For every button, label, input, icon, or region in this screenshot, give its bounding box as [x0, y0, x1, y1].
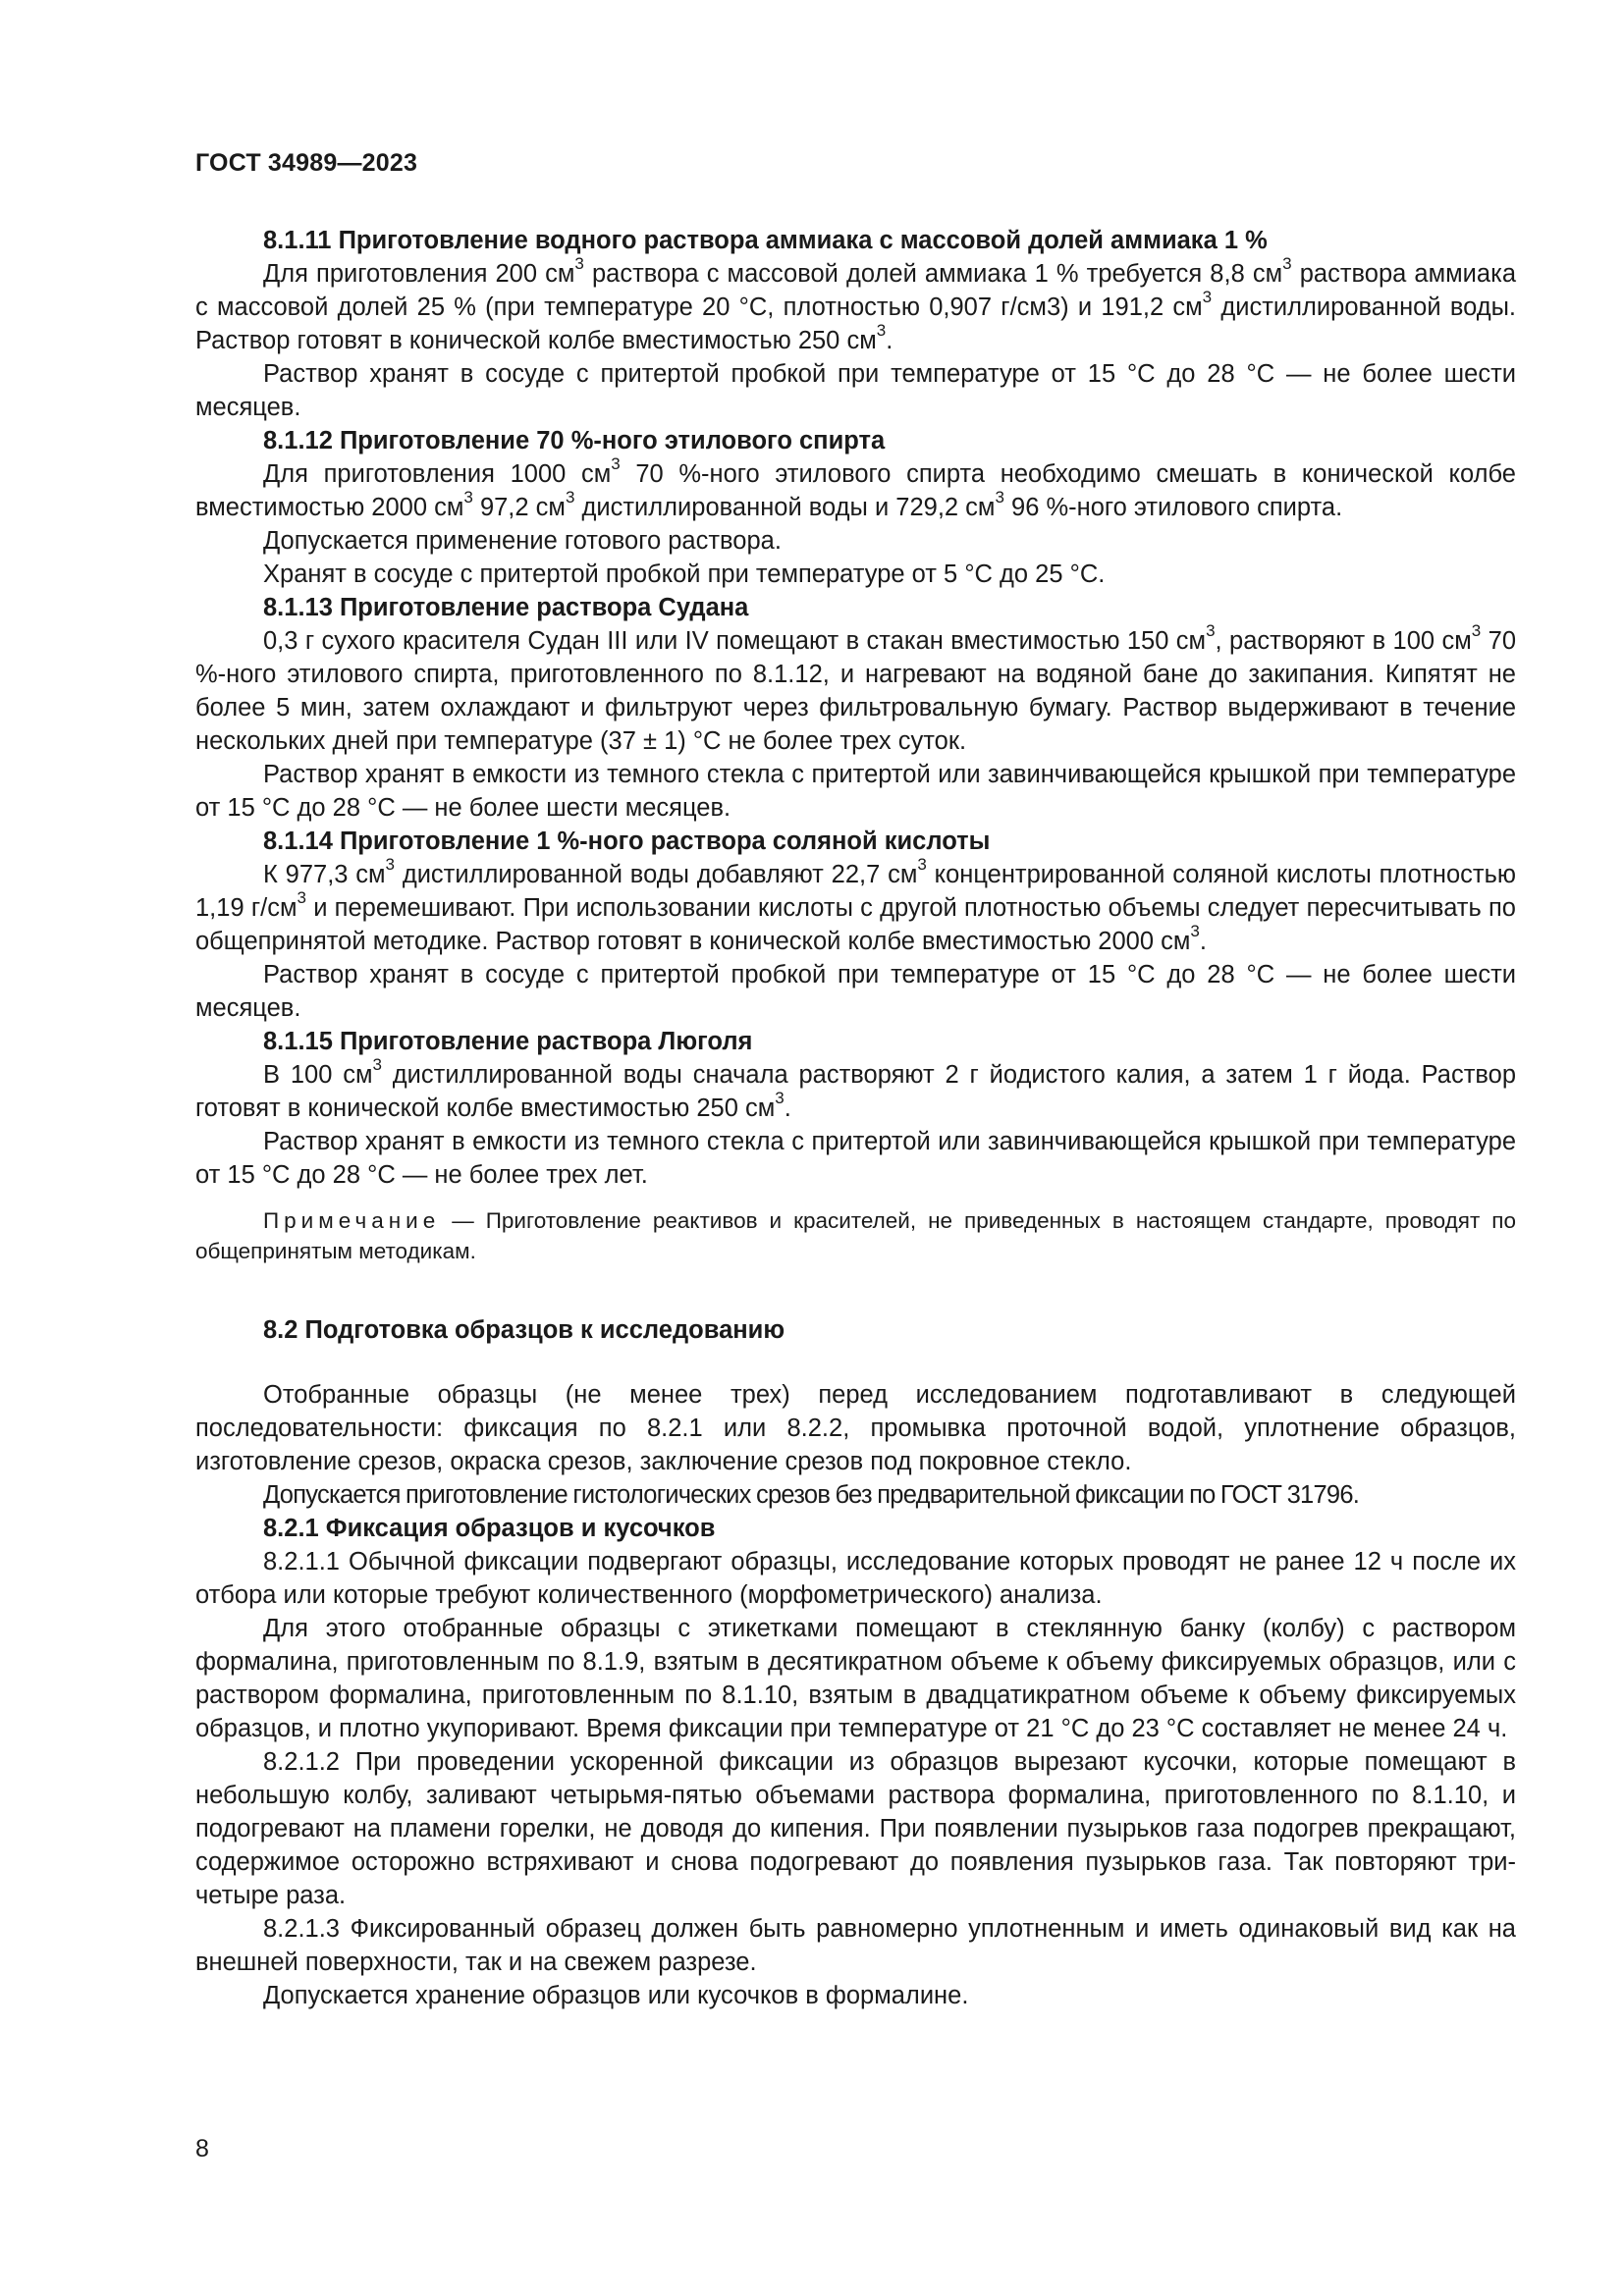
text-run: дистиллированной воды. Раствор готовят в конической колбе вместимостью 250 см — [195, 294, 1516, 354]
note-text: — Приготовление реактивов и красителей, не приведенных в настоящем стандарте, проводят по общепринятым методикам. — [195, 1208, 1516, 1263]
heading-8-1-13: 8.1.13 Приготовление раствора Судана — [263, 594, 749, 621]
document-header: ГОСТ 34989—2023 — [195, 149, 418, 177]
superscript: 3 — [1190, 921, 1200, 940]
text-run: концентрированной соляной кислоты плотностью 1,19 г/см — [195, 861, 1516, 922]
text-run: раствора аммиака с массовой долей 25 % (при температуре 20 °С, плотностью 0,907 г/см3) и 191,2 см — [195, 260, 1516, 321]
text-run: 97,2 см — [472, 494, 566, 521]
paragraph-8-2-sequence: Отобранные образцы (не менее трех) перед исследованием подготавливают в следующей последовательности: фиксация по 8.2.1 или 8.2.2, промывка проточной водой, уплотнение образцов, изготовление срезов, окраска срезов, заключение срезов под покровное стекло. — [195, 1381, 1516, 1475]
text-run: 0,3 г сухого красителя Судан III или IV помещают в стакан вместимостью 150 см — [263, 627, 1207, 655]
superscript: 3 — [574, 253, 584, 273]
superscript: 3 — [1202, 287, 1213, 306]
superscript: 3 — [297, 887, 306, 907]
superscript: 3 — [995, 487, 1004, 507]
superscript: 3 — [611, 454, 621, 473]
paragraph-8-1-11-storage: Раствор хранят в сосуде с притертой пробкой при температуре от 15 °С до 28 °С — не более шести месяцев. — [195, 360, 1516, 421]
heading-8-1-12: 8.1.12 Приготовление 70 %-ного этилового спирта — [263, 427, 886, 454]
text-run: В 100 см — [263, 1061, 373, 1089]
text-run: дистиллированной воды сначала растворяют 2 г йодистого калия, а затем 1 г йода. Раствор готовят в конической колбе вместимостью 250 см — [195, 1061, 1516, 1122]
superscript: 3 — [385, 854, 396, 874]
heading-8-1-11: 8.1.11 Приготовление водного раствора аммиака с массовой долей аммиака 1 % — [263, 227, 1268, 254]
superscript: 3 — [1282, 253, 1292, 273]
text-run: и перемешивают. При использовании кислоты с другой плотностью объемы следует пересчитывать по общепринятой методике. Раствор готовят в конической колбе вместимостью 2000 см — [195, 894, 1516, 955]
superscript: 3 — [372, 1054, 382, 1074]
paragraph-8-1-15-preparation — [195, 1054, 1516, 1125]
text-run: , растворяют в 100 см — [1215, 627, 1472, 655]
superscript: 3 — [565, 487, 575, 507]
paragraph-8-1-13-preparation — [195, 620, 1517, 758]
paragraph-8-1-15-storage: Раствор хранят в емкости из темного стекла с притертой или завинчивающейся крышкой при температуре от 15 °С до 28 °С — не более трех лет. — [195, 1128, 1516, 1189]
superscript: 3 — [463, 487, 473, 507]
heading-8-1-14: 8.1.14 Приготовление 1 %-ного раствора соляной кислоты — [263, 828, 991, 855]
superscript: 3 — [775, 1088, 785, 1107]
heading-8-2-1: 8.2.1 Фиксация образцов и кусочков — [263, 1515, 716, 1542]
paragraph-8-1-14-preparation — [195, 854, 1516, 958]
paragraph-8-1-12-preparation — [195, 454, 1516, 524]
superscript: 3 — [917, 854, 927, 874]
paragraph-8-2-1-1-procedure: Для этого отобранные образцы с этикетками помещают в стеклянную банку (колбу) с раствором формалина, приготовленным по 8.1.9, взятым в десятикратном объеме к объему фиксируемых образцов, или с раствором формалина, приготовленным по 8.1.10, взятым в двадцатикратном объеме к объему фиксируемых образцов, и плотно укупоривают. Время фиксации при температуре от 21 °С до 23 °С составляет не менее 24 ч. — [195, 1615, 1516, 1742]
superscript: 3 — [1471, 620, 1482, 640]
heading-8-1-15: 8.1.15 Приготовление раствора Люголя — [263, 1028, 753, 1055]
text-run: 70 %-ного этилового спирта, приготовленного по 8.1.12, и нагревают на водяной бане до закипания. Кипятят не более 5 мин, затем охлаждают и фильтруют через фильтровальную бумагу. Раствор выдерживают в течение нескольких дней при температуре (37 ± 1) °С не более трех суток. — [195, 627, 1517, 755]
superscript: 3 — [1206, 620, 1216, 640]
paragraph-8-1-14-storage: Раствор хранят в сосуде с притертой пробкой при температуре от 15 °С до 28 °С — не более шести месяцев. — [195, 961, 1516, 1022]
paragraph-8-2-no-fixation: Допускается приготовление гистологических срезов без предварительной фиксации по ГОСТ 31796. — [263, 1481, 1360, 1509]
paragraph-8-1-11-preparation — [195, 253, 1516, 357]
paragraph-8-1-12-ready-solution: Допускается применение готового раствора. — [263, 527, 782, 555]
heading-8-2: 8.2 Подготовка образцов к исследованию — [263, 1316, 785, 1344]
note-label: Примечание — [263, 1208, 441, 1233]
note — [195, 1205, 1516, 1266]
page-number: 8 — [195, 2135, 209, 2163]
paragraph-8-2-1-2: 8.2.1.2 При проведении ускоренной фиксации из образцов вырезают кусочки, которые помещают в небольшую колбу, заливают четырьмя-пятью объемами раствора формалина, приготовленного по 8.1.10, и подогревают на пламени горелки, не доводя до кипения. При появлении пузырьков газа подогрев прекращают, содержимое осторожно встряхивают и снова подогревают до появления пузырьков газа. Так повторяют три-четыре раза. — [195, 1748, 1516, 1909]
text-run: 70 %-ного этилового спирта необходимо смешать в конической колбе вместимостью 2000 см — [195, 460, 1516, 521]
text-run: дистиллированной воды и 729,2 см — [574, 494, 996, 521]
paragraph-8-1-12-storage: Хранят в сосуде с притертой пробкой при температуре от 5 °С до 25 °С. — [263, 561, 1106, 588]
document-body — [195, 224, 1516, 2012]
paragraph-8-2-1-3: 8.2.1.3 Фиксированный образец должен быть равномерно уплотненным и иметь одинаковый вид как на внешней поверхности, так и на свежем разрезе. — [195, 1915, 1516, 1976]
text-run: 96 %-ного этилового спирта. — [1003, 494, 1343, 521]
text-run: раствора с массовой долей аммиака 1 % требуется 8,8 см — [583, 260, 1283, 288]
text-run: . — [1199, 928, 1207, 955]
text-run: . — [886, 327, 893, 354]
text-run: дистиллированной воды добавляют 22,7 см — [395, 861, 918, 888]
paragraph-8-2-1-storage: Допускается хранение образцов или кусочков в формалине. — [263, 1982, 969, 2009]
text-run: Для приготовления 1000 см — [263, 460, 612, 488]
text-run: Для приготовления 200 см — [263, 260, 575, 288]
paragraph-8-1-13-storage: Раствор хранят в емкости из темного стекла с притертой или завинчивающейся крышкой при температуре от 15 °С до 28 °С — не более шести месяцев. — [195, 761, 1516, 822]
paragraph-8-2-1-1: 8.2.1.1 Обычной фиксации подвергают образцы, исследование которых проводят не ранее 12 ч после их отбора или которые требуют количественного (морфометрического) анализа. — [195, 1548, 1516, 1609]
text-run: . — [784, 1095, 791, 1122]
text-run: К 977,3 см — [263, 861, 386, 888]
superscript: 3 — [876, 320, 887, 340]
